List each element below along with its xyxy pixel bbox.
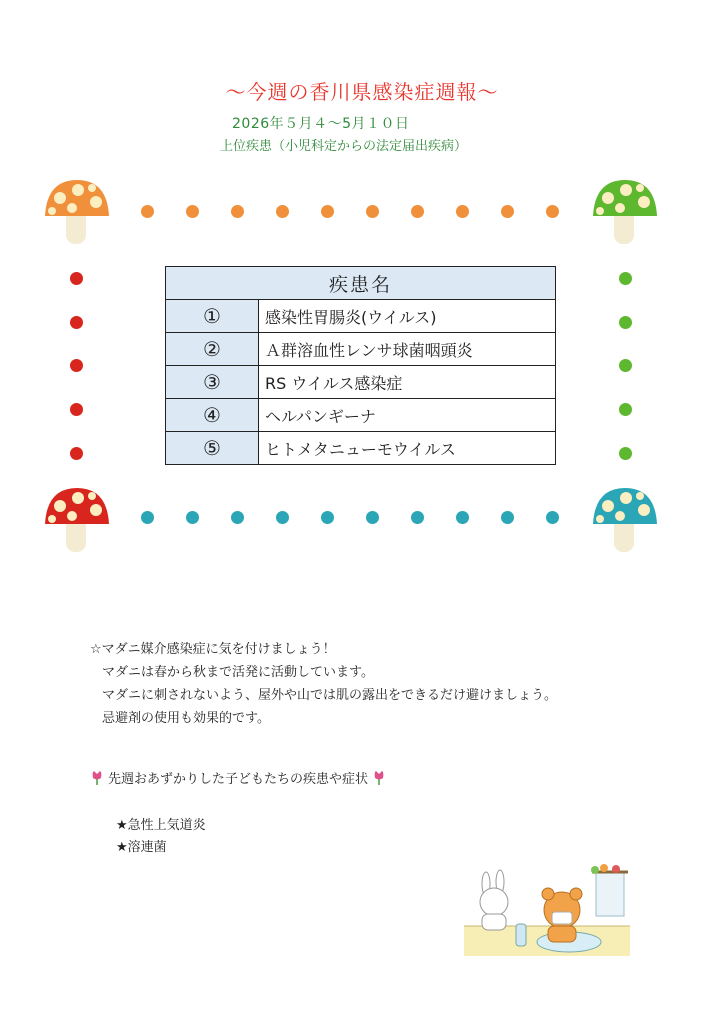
dot xyxy=(70,359,83,372)
dot xyxy=(366,205,379,218)
dot xyxy=(619,272,632,285)
dot xyxy=(231,205,244,218)
dot xyxy=(276,205,289,218)
notice-line: マダニに刺されないよう、屋外や山では肌の露出をできるだけ避けましょう。 xyxy=(102,688,558,703)
dot xyxy=(411,511,424,524)
dot xyxy=(411,205,424,218)
dot xyxy=(366,511,379,524)
dot xyxy=(501,511,514,524)
dot xyxy=(321,511,334,524)
notice-line: マダニは春から秋まで活発に活動しています。 xyxy=(102,665,374,680)
page-title: ～今週の香川県感染症週報～ xyxy=(225,80,499,104)
rank-cell: ② xyxy=(166,333,259,366)
dot xyxy=(619,447,632,460)
table-row xyxy=(166,432,556,465)
disease-name-cell: Ａ群溶血性レンサ球菌咽頭炎 xyxy=(259,333,556,366)
table-row xyxy=(166,333,556,366)
rank-cell: ③ xyxy=(166,366,259,399)
mushroom-red-icon xyxy=(42,484,112,556)
daycare-heading: 先週おあずかりした子どもたちの疾患や症状 xyxy=(108,772,369,787)
dot xyxy=(546,205,559,218)
dot xyxy=(619,316,632,329)
disease-name-cell: RS ウイルス感染症 xyxy=(259,366,556,399)
dot xyxy=(70,403,83,416)
dot xyxy=(546,511,559,524)
disease-name-cell: ヒトメタニューモウイルス xyxy=(259,432,556,465)
table-row xyxy=(166,399,556,432)
daycare-item: ★急性上気道炎 xyxy=(116,818,206,833)
tulip-icon xyxy=(372,770,386,786)
notice-line: 忌避剤の使用も効果的です。 xyxy=(102,711,270,726)
dot xyxy=(619,359,632,372)
disease-ranking-table xyxy=(165,266,556,465)
table-row xyxy=(166,300,556,333)
subtitle: 上位疾患（小児科定からの法定届出疾病） xyxy=(220,139,468,154)
dot xyxy=(186,511,199,524)
dot xyxy=(141,511,154,524)
daycare-item: ★溶連菌 xyxy=(116,840,167,855)
disease-name-cell: ヘルパンギーナ xyxy=(259,399,556,432)
disease-name-cell: 感染性胃腸炎(ウイルス) xyxy=(259,300,556,333)
table-header: 疾患名 xyxy=(166,267,556,300)
mushroom-green-icon xyxy=(590,176,660,248)
date-range: 2026年５月４～5月１０日 xyxy=(232,116,410,132)
dot xyxy=(276,511,289,524)
notice-heading: ☆マダニ媒介感染症に気を付けましょう！ xyxy=(90,642,336,657)
dot xyxy=(70,316,83,329)
dot xyxy=(186,205,199,218)
handwashing-animals-illustration xyxy=(464,862,634,958)
dot xyxy=(231,511,244,524)
tulip-icon xyxy=(90,770,104,786)
rank-cell: ⑤ xyxy=(166,432,259,465)
mushroom-orange-icon xyxy=(42,176,112,248)
dot xyxy=(321,205,334,218)
dot xyxy=(141,205,154,218)
table-row xyxy=(166,366,556,399)
dot xyxy=(70,447,83,460)
daycare-heading-row xyxy=(90,768,386,787)
dot xyxy=(501,205,514,218)
dot xyxy=(456,511,469,524)
dot xyxy=(456,205,469,218)
rank-cell: ④ xyxy=(166,399,259,432)
dot xyxy=(619,403,632,416)
rank-cell: ① xyxy=(166,300,259,333)
dot xyxy=(70,272,83,285)
mushroom-teal-icon xyxy=(590,484,660,556)
table-header-row xyxy=(166,267,556,300)
